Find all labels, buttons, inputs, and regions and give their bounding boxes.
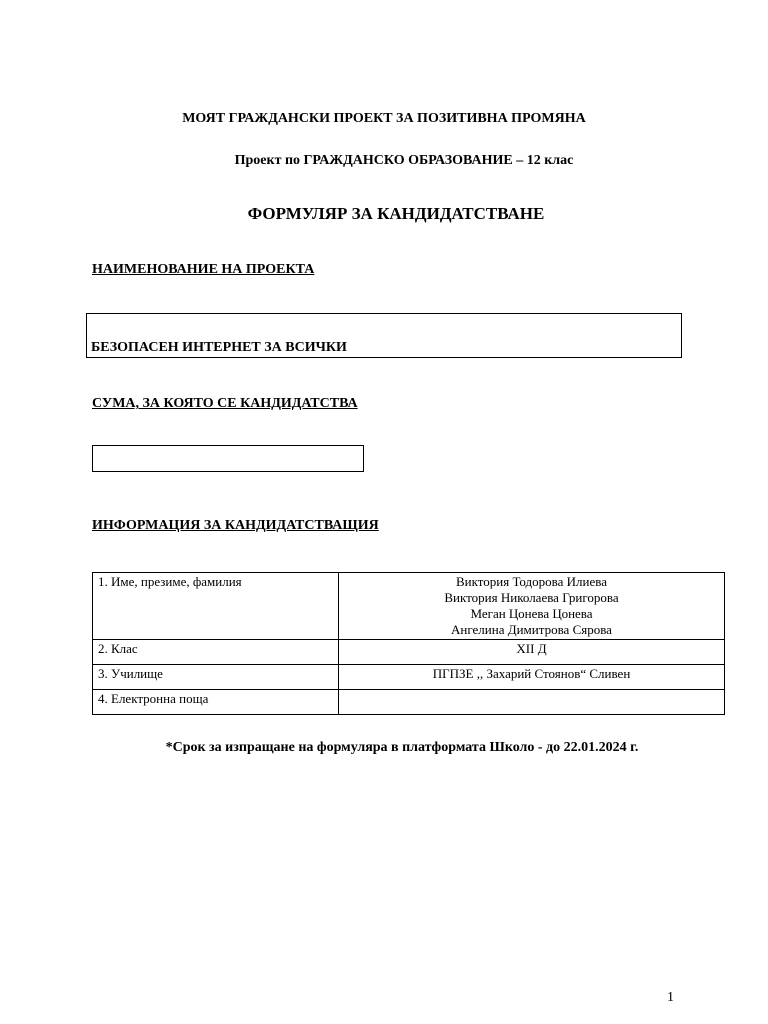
school-value: ПГПЗЕ ,, Захарий Стоянов“ Сливен <box>339 665 725 690</box>
amount-box[interactable] <box>92 445 364 472</box>
row-label: 1. Име, презиме, фамилия <box>93 573 339 640</box>
class-value: XII Д <box>339 640 725 665</box>
page-number: 1 <box>667 990 674 1005</box>
table-row <box>93 573 725 640</box>
document-title: МОЯТ ГРАЖДАНСКИ ПРОЕКТ ЗА ПОЗИТИВНА ПРОМЯНА <box>182 111 586 126</box>
table-row <box>93 640 725 665</box>
table-row <box>93 690 725 715</box>
table-row <box>93 665 725 690</box>
applicant-info-table <box>92 572 725 715</box>
project-name-box[interactable] <box>86 313 682 358</box>
name-line: Виктория Николаева Григорова <box>444 590 619 605</box>
amount-heading: СУМА, ЗА КОЯТО СЕ КАНДИДАТСТВА <box>92 396 358 411</box>
project-name-heading: НАИМЕНОВАНИЕ НА ПРОЕКТА <box>92 262 315 277</box>
document-subtitle: Проект по ГРАЖДАНСКО ОБРАЗОВАНИЕ – 12 клас <box>234 153 574 168</box>
row-label: 2. Клас <box>93 640 339 665</box>
names-cell <box>339 573 725 640</box>
row-label: 3. Училище <box>93 665 339 690</box>
name-line: Ангелина Димитрова Сярова <box>451 622 612 637</box>
applicant-heading: ИНФОРМАЦИЯ ЗА КАНДИДАТСТВАЩИЯ <box>92 518 379 533</box>
name-line: Виктория Тодорова Илиева <box>456 574 607 589</box>
deadline-note: *Срок за изпращане на формуляра в платформата Школо - до 22.01.2024 г. <box>165 740 639 755</box>
name-line: Меган Цонева Цонева <box>470 606 593 621</box>
row-label: 4. Електронна поща <box>93 690 339 715</box>
form-title: ФОРМУЛЯР ЗА КАНДИДАТСТВАНЕ <box>247 204 545 223</box>
project-name-value: БЕЗОПАСЕН ИНТЕРНЕТ ЗА ВСИЧКИ <box>91 340 347 355</box>
email-value[interactable] <box>339 690 725 715</box>
